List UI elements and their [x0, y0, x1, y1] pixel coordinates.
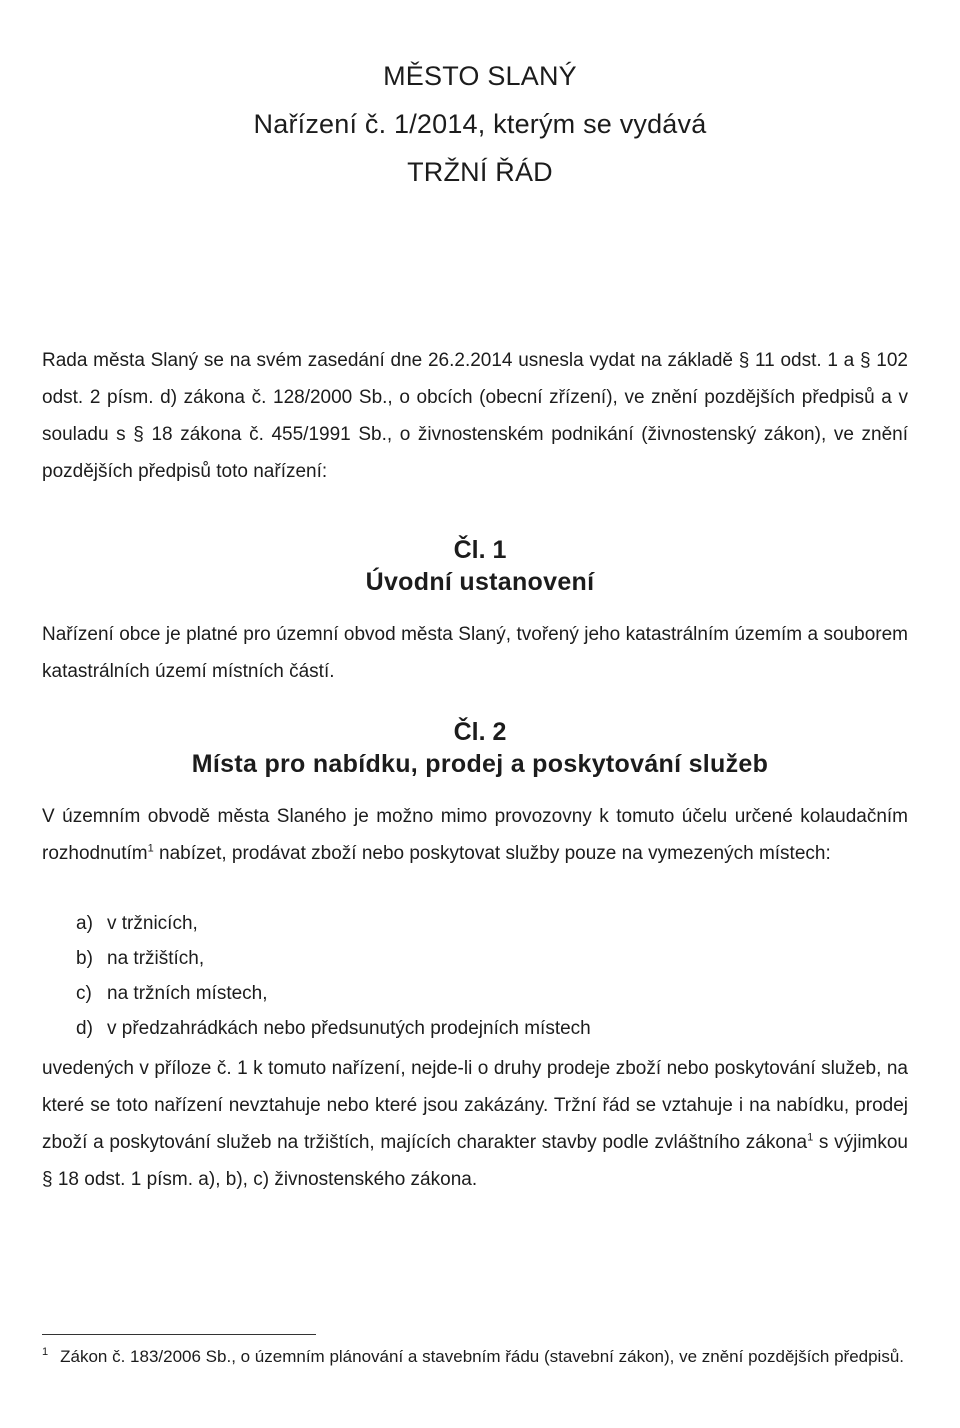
list-item-text: na tržních místech, [107, 983, 268, 1004]
list-item [76, 976, 591, 1011]
list-item-text: v tržnicích, [107, 913, 198, 934]
list-item [76, 1011, 591, 1046]
footnote [42, 1345, 908, 1369]
footnote-ref-1: 1 [147, 842, 154, 855]
article-2-text [42, 798, 908, 872]
article-1-number: Čl. 1 [453, 536, 507, 564]
article-2-title: Místa pro nabídku, prodej a poskytování služeb [191, 750, 769, 778]
list-marker: c) [76, 983, 92, 1004]
footnote-marker: 1 [42, 1346, 49, 1359]
intro-paragraph: Rada města Slaný se na svém zasedání dne 26.2.2014 usnesla vydat na základě § 11 odst. 1 a § 102 odst. 2 písm. d) zákona č. 128/2000 Sb., o obcích (obecní zřízení), ve znění pozdějších předpisů a v souladu s § 18 zákona č. 455/1991 Sb., o živnostenském podnikání (živnostenský zákon), ve znění pozdějších předpisů toto nařízení: [42, 350, 908, 482]
article-2-closing-part-2: s výjimkou § 18 odst. 1 písm. a), b), c) živnostenského zákona. [42, 1132, 908, 1190]
list-marker: b) [76, 948, 93, 969]
list-item-text: na tržištích, [107, 948, 205, 969]
footnote-separator [42, 1334, 316, 1335]
city-name: MĚSTO SLANÝ [383, 61, 577, 91]
article-2-text-part-2: nabízet, prodávat zboží nebo poskytovat služby pouze na vymezených místech: [153, 843, 831, 864]
article-2-text-part-1: V územním obvodě města Slaného je možno mimo provozovny k tomuto účelu určené kolaudačním rozhodnutím [42, 806, 908, 864]
list-marker: a) [76, 913, 93, 934]
article-2-closing [42, 1050, 908, 1198]
article-1-title: Úvodní ustanovení [365, 568, 595, 596]
decree-title: Nařízení č. 1/2014, kterým se vydává [253, 109, 707, 139]
list-marker: d) [76, 1018, 93, 1039]
article-2-number: Čl. 2 [453, 718, 507, 746]
footnote-text: Zákon č. 183/2006 Sb., o územním plánování a stavebním řádu (stavební zákon), ve znění pozdějších předpisů. [60, 1347, 905, 1366]
list-item [76, 906, 591, 941]
article-2-heading [0, 716, 960, 780]
document-header [0, 52, 960, 196]
place-list [76, 906, 591, 1046]
article-1-heading [0, 534, 960, 598]
article-1-text: Nařízení obce je platné pro územní obvod města Slaný, tvořený jeho katastrálním územím a souborem katastrálních území místních částí. [42, 624, 908, 682]
list-item [76, 941, 591, 976]
list-item-text: v předzahrádkách nebo předsunutých prodejních místech [107, 1018, 591, 1039]
article-2-closing-part-1: uvedených v příloze č. 1 k tomuto nařízení, nejde-li o druhy prodeje zboží nebo poskytování služeb, na které se toto nařízení nevztahuje nebo které jsou zakázány. Tržní řád se vztahuje i na nabídku, prodej zboží a poskytování služeb na tržištích, majících charakter stavby podle zvláštního zákona [42, 1058, 908, 1153]
footnote-ref-2: 1 [807, 1131, 814, 1144]
regulation-name: TRŽNÍ ŘÁD [407, 157, 553, 187]
